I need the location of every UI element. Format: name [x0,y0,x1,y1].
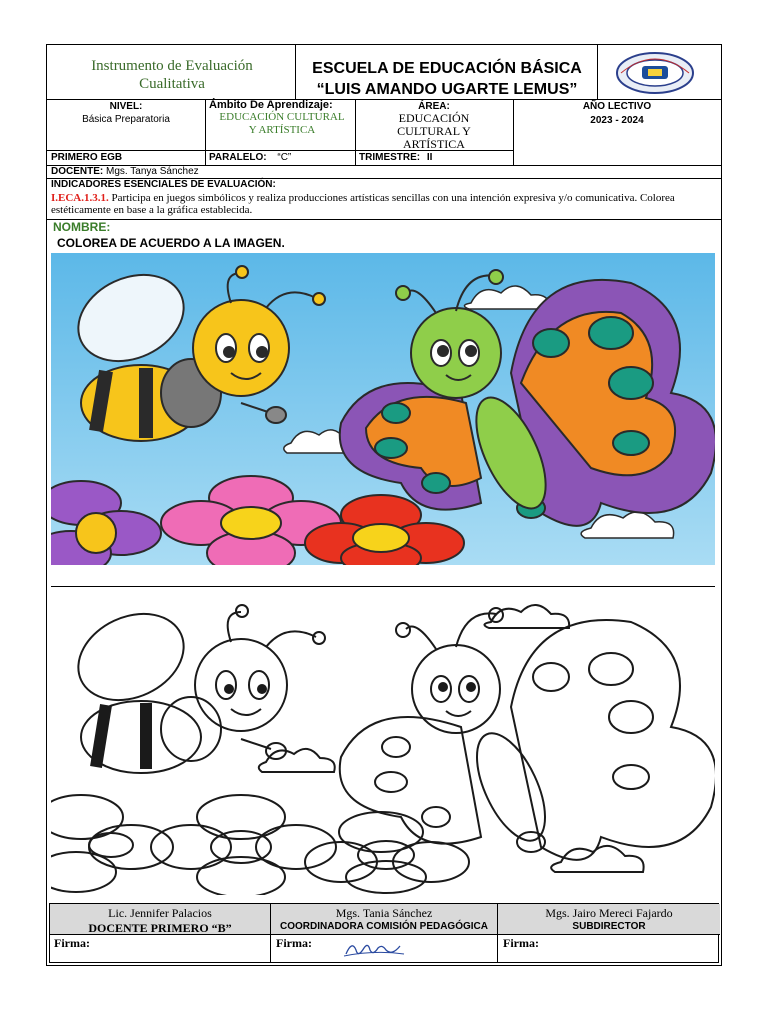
anio-label: AÑO LECTIVO [582,101,652,112]
divider [205,99,206,165]
firma-label-2: Firma: [276,936,312,950]
nivel-value: Básica Preparatoria [82,114,170,125]
signer-1-role: DOCENTE PRIMERO “B” [88,921,232,935]
signer-2 [271,906,497,932]
docente-label: DOCENTE: [51,166,104,177]
signer-1-name: Lic. Jennifer Palacios [108,906,212,920]
indicadores-text [51,192,715,216]
area-value: EDUCACIÓN CULTURAL Y ARTÍSTICA [397,111,471,151]
divider [47,99,721,100]
anio-cell [513,101,721,126]
signer-3 [498,906,720,932]
color-reference-image [51,253,715,565]
nivel-label: NIVEL: [109,101,143,112]
nivel-cell [47,101,205,125]
school-line-2: “LUIS AMANDO UGARTE LEMUS” [316,81,578,98]
indicador-description: Participa en juegos simbólicos y realiza producciones artísticas sencillas con una intención expresiva y/o comunicativa. Colorea estéticamente en base a la gráfica establecida. [51,192,675,216]
signer-2-name: Mgs. Tania Sánchez [335,906,433,920]
divider [47,150,513,151]
signer-2-role: COORDINADORA COMISIÓN PEDAGÓGICA [280,921,488,932]
docente-value: Mgs. Tanya Sánchez [106,166,199,177]
paralelo-label: PARALELO: [209,152,267,163]
ambito-label: Ámbito De Aprendizaje: [209,99,333,111]
trimestre-value: II [426,152,433,163]
signer-3-role: SUBDIRECTOR [572,921,646,932]
coloring-outline-image [51,597,715,895]
indicadores-label: INDICADORES ESENCIALES DE EVALUACIÓN: [51,179,276,190]
evaluation-sheet [46,44,722,966]
nombre-label: NOMBRE: [53,220,111,234]
ambito-value: EDUCACIÓN CULTURAL Y ARTÍSTICA [219,111,345,136]
paralelo-cell [209,152,291,163]
firma-label-1: Firma: [54,936,90,950]
grado-value: PRIMERO EGB [51,152,123,163]
instruction-text: COLOREA DE ACUERDO A LA IMAGEN. [57,236,285,250]
anio-value: 2023 - 2024 [590,115,644,126]
divider [295,45,296,99]
trimestre-label: TRIMESTRE: [359,152,421,163]
school-line-1: ESCUELA DE EDUCACIÓN BÁSICA [312,60,582,77]
signer-3-name: Mgs. Jairo Mereci Fajardo [545,906,673,920]
signer-1 [50,906,270,936]
divider [47,219,721,220]
area-cell [355,101,513,151]
trimestre-cell [359,152,432,163]
instrument-title: Instrumento de Evaluación Cualitativa [91,58,253,92]
signature-table [49,903,719,963]
divider [597,45,598,99]
firma-label-3: Firma: [503,936,539,950]
ambito-cell [209,99,355,137]
handwritten-signature [340,938,410,960]
school-logo [615,51,695,95]
separator-line [51,586,715,587]
paralelo-value: “C” [277,152,292,163]
area-label: ÁREA: [418,101,450,112]
school-name [297,58,597,100]
indicador-code: I.ECA.1.3.1. [51,192,109,204]
docente-cell [51,166,199,177]
